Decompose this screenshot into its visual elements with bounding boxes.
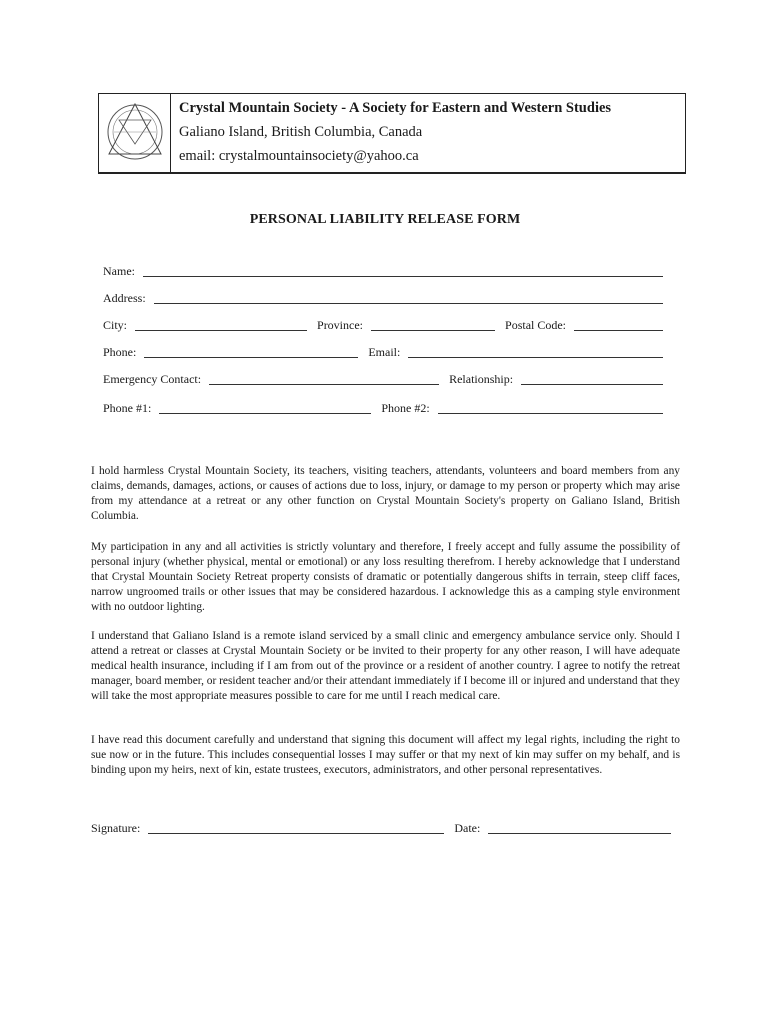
date-label: Date: bbox=[454, 821, 481, 835]
triangle-circle-logo-icon bbox=[105, 98, 165, 170]
phone2-label: Phone #2: bbox=[381, 401, 430, 415]
org-name: Crystal Mountain Society - A Society for Eastern and Western Studies bbox=[179, 100, 612, 116]
form-title: PERSONAL LIABILITY RELEASE FORM bbox=[249, 212, 521, 227]
email-field[interactable] bbox=[408, 346, 663, 358]
postal-code-label: Postal Code: bbox=[505, 318, 567, 332]
address-row bbox=[103, 291, 663, 306]
city-label: City: bbox=[103, 318, 128, 332]
phone-field[interactable] bbox=[144, 346, 358, 358]
city-row bbox=[103, 318, 663, 333]
release-paragraph-1: I hold harmless Crystal Mountain Society, its teachers, visiting teachers, attendants, volunteers and board members from any claims, demands, damages, actions, or causes of actions due to loss, injury, or damage to my person or property which may arise from my attendance at a retreat or any other function on Crystal Mountain Society's property on Galiano Island, British Columbia. bbox=[91, 465, 680, 522]
name-row bbox=[103, 264, 663, 279]
phone-label: Phone: bbox=[103, 345, 137, 359]
phone1-label: Phone #1: bbox=[103, 401, 152, 415]
release-paragraph-4: I have read this document carefully and understand that signing this document will affect my legal rights, including the right to sue now or in the future. This includes consequential losses I may suffer or that my next of kin may suffer on my behalf, and is binding upon my heirs, next of kin, estate trustees, executors, administrators, and other personal representatives. bbox=[91, 734, 680, 776]
phone2-field[interactable] bbox=[438, 402, 663, 414]
address-field[interactable] bbox=[154, 292, 663, 304]
postal-code-field[interactable] bbox=[574, 319, 663, 331]
name-field[interactable] bbox=[143, 265, 663, 277]
signature-row bbox=[91, 821, 671, 836]
phone1-field[interactable] bbox=[159, 402, 371, 414]
signature-label: Signature: bbox=[91, 821, 141, 835]
relationship-field[interactable] bbox=[521, 373, 663, 385]
emergency-contact-field[interactable] bbox=[209, 373, 439, 385]
date-field[interactable] bbox=[488, 822, 671, 834]
address-label: Address: bbox=[103, 291, 146, 305]
relationship-label: Relationship: bbox=[449, 372, 514, 386]
phones-row bbox=[103, 401, 663, 416]
phone-row bbox=[103, 345, 663, 360]
letterhead-box bbox=[98, 93, 686, 174]
org-location: Galiano Island, British Columbia, Canada bbox=[179, 124, 423, 140]
name-label: Name: bbox=[103, 264, 135, 278]
emergency-row bbox=[103, 372, 663, 387]
release-paragraph-3: I understand that Galiano Island is a remote island serviced by a small clinic and emergency ambulance service only. Should I attend a retreat or classes at Crystal Mountain Society or be invited to their property for any other reason, I will have adequate medical health insurance, including if I am from out of the province or a resident of another country. I agree to notify the retreat manager, board member, or resident teacher and/or their attendant immediately if I become ill or injured and understand that they will take the most appropriate measures possible to care for me until I reach medical care. bbox=[91, 630, 680, 702]
email-label: Email: bbox=[368, 345, 401, 359]
emergency-contact-label: Emergency Contact: bbox=[103, 372, 202, 386]
release-paragraph-2: My participation in any and all activities is strictly voluntary and therefore, I freely accept and fully assume the possibility of personal injury (whether physical, mental or emotional) or any loss resulting therefrom. I hereby acknowledge that I understand that Crystal Mountain Society Retreat property consists of dramatic or potentially dangerous shifts in terrain, steep cliff faces, narrow ungroomed trails or other issues that may be considered hazardous. I acknowledge this as a camping style environment with no outdoor lighting. bbox=[91, 541, 680, 613]
letterhead-text bbox=[179, 96, 611, 168]
logo-cell bbox=[99, 94, 171, 172]
org-email: email: crystalmountainsociety@yahoo.ca bbox=[179, 148, 419, 164]
signature-field[interactable] bbox=[148, 822, 444, 834]
province-field[interactable] bbox=[371, 319, 495, 331]
province-label: Province: bbox=[317, 318, 364, 332]
city-field[interactable] bbox=[135, 319, 307, 331]
